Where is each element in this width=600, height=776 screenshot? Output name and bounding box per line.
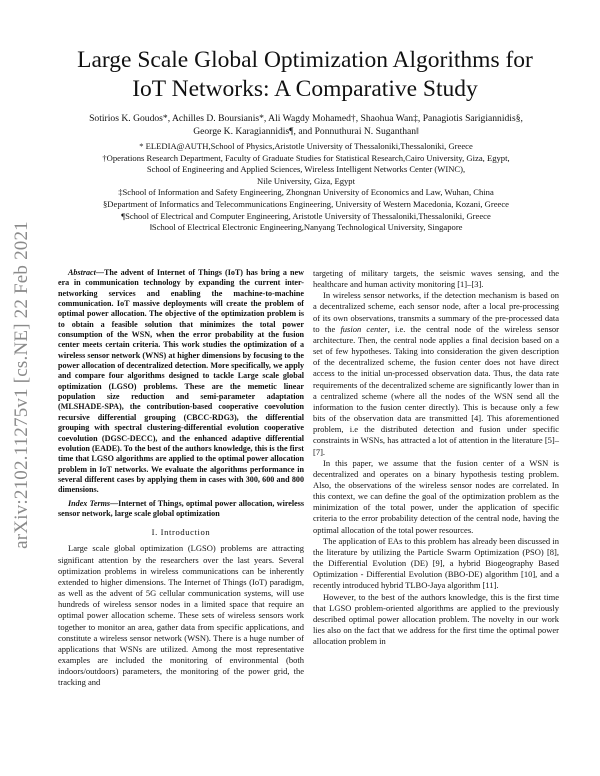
authors-line-2: George K. Karagiannidis¶, and Ponnuthurai N. Suganthan‖	[193, 125, 419, 137]
affiliation-line: ‡School of Information and Safety Engineering, Zhongnan University of Economics and Law, Wuhan, China	[118, 187, 494, 198]
affiliation-line: †Operations Research Department, Faculty of Graduate Studies for Statistical Research,Cairo University, Giza, Egypt,	[102, 152, 510, 163]
body-paragraph-continued: targeting of military targets, the seismic waves sensing, and the healthcare and human activity monitoring [1]–[3].	[313, 268, 559, 290]
affiliation-line: School of Engineering and Applied Sciences, Wireless Intelligent Networks Center (WINC),	[146, 164, 466, 175]
body-paragraph: Large scale global optimization (LGSO) problems are attracting significant attention by the researchers over the last years. Several optimization problems in wireless communications can be inherently extended to higher dimensions. The Internet of Things (IoT) paradigm, as well as the advent of 5G cellular communication systems, will use hundreds of wireless sensor nodes in a limited space that require an optimal power allocation scheme. These sets of wireless sensors work together to monitor an area, gather data from specific applications, and constitute a wireless sensor network (WSN). There is a huge number of applications that WSNs are utilized. Among the most representative examples are included the monitoring of environmental (both indoors/outdoors) parameters, the monitoring of the power grid, the tracking and	[58, 543, 304, 688]
affiliation-line: §Department of Informatics and Telecommunications Engineering, University of Western Macedonia, Kozani, Greece	[103, 198, 509, 209]
affiliation-line: * ELEDIA@AUTH,School of Physics,Aristotle University of Thessaloniki,Thessaloniki, Greece	[139, 141, 473, 151]
title-line-2: IoT Networks: A Comparative Study	[132, 76, 478, 102]
affiliation-line: Nile University, Giza, Egypt	[256, 175, 355, 186]
paragraph-text: , i.e. the central node of the wireless sensor architecture. Then, the central node applies a final decision based on a set of few hypotheses. Taking into consideration the given description of the decentralized scheme, the fusion center does not have direct access to the initial un-processed observation data. Thus, the data rate requirements of the decentralized scheme are significantly lower than in a centralized scheme (where all the nodes of the WSN send all the information to the fusion center directly). This is because only a few bits of the observation data are transmitted [4]. This aforementioned problem, i.e the distributed detection and fusion under specific constraints in WSNs, has attracted a lot of attention in the literature [5]–[7].	[313, 323, 560, 457]
index-terms-text: —Internet of Things, optimal power allocation, wireless sensor network, large scale global optimization	[58, 498, 304, 518]
arxiv-stamp	[2, 170, 42, 600]
affiliation-line: ‖School of Electrical Electronic Engineering,Nanyang Technological University, Singapore	[149, 222, 463, 233]
abstract-text: —The advent of Internet of Things (IoT) has bring a new era in communication technology by expanding the current inter-networking services and enabling the machine-to-machine communication. IoT massive deployments will create the problem of optimal power allocation. The objective of the optimization problem is to obtain a feasible solution that minimizes the total power consumption of the WSN, when the error probability at the fusion center meets certain criteria. This work studies the optimization of a wireless sensor network (WNS) at higher dimensions by focusing to the power allocation of decentralized detection. More specifically, we apply and compare four algorithms designed to tackle Large scale global optimization (LGSO) problems. These are the memetic linear population size reduction and semi-parameter adaptation (MLSHADE-SPA), the contribution-based cooperative coevolution recursive differential grouping (CBCC-RDG3), the differential grouping with spectral clustering-differential evolution cooperative coevolution (DGSC-DECC), and the enhanced adaptive differential evolution (EADE). To the best of the authors knowledge, this is the first time that LGSO algorithms are applied to the optimal power allocation problem in IoT networks. We evaluate the algorithms performance in several different cases by applying them in cases with 300, 600 and 800 dimensions.	[58, 268, 304, 495]
affiliations	[46, 141, 566, 234]
paragraph-text: In wireless sensor networks, if the detection mechanism is based on a decentralized scheme, each sensor node, after a local pre-processing of its own observations, transmits a summary of the pre-processed data to the	[313, 290, 559, 334]
author-list	[46, 113, 566, 138]
body-paragraph	[313, 290, 559, 457]
body-paragraph: In this paper, we assume that the fusion center of a WSN is decentralized and operates on a binary hypothesis testing problem. Also, the observations of the wireless sensor nodes are correlated. In this context, we can define the goal of the optimization problem as the minimization of the total power, under the application of specific criteria to the error probability detection of the central node, having the optimal allocation of the total power resources.	[313, 457, 559, 535]
arxiv-stamp-text: arXiv:2102.11275v1 [cs.NE] 22 Feb 2021	[11, 221, 32, 549]
right-column	[313, 268, 559, 647]
title-line-1: Large Scale Global Optimization Algorithms for	[77, 47, 533, 73]
index-terms	[58, 499, 304, 520]
paper-title	[50, 46, 560, 104]
authors-line-1: Sotirios K. Goudos*, Achilles D. Boursianis*, Ali Wagdy Mohamed†, Shaohua Wan‡, Panagiotis Sarigiannidis§,	[89, 113, 523, 124]
abstract	[58, 268, 304, 496]
body-paragraph: However, to the best of the authors knowledge, this is the first time that LGSO problem-oriented algorithms are applied to the previously described optimal power allocation problem. The novelty in our work lies also on the fact that we address for the first time the optimal power allocation problem in	[313, 591, 559, 647]
abstract-label: Abstract	[68, 268, 96, 277]
section-heading: I. Introduction	[151, 527, 211, 538]
body-paragraph: The application of EAs to this problem has already been discussed in the literature by utilizing the Particle Swarm Optimization (PSO) [8], the Differential Evolution (DE) [9], a hybrid Biogeography Based Optimization - Differential Evolution (BBO-DE) algorithm [10], and a recently introduced hybrid TLBO-Jaya algorithm [11].	[313, 535, 559, 591]
index-terms-label: Index Terms	[68, 498, 111, 508]
emphasized-term: fusion center	[340, 323, 388, 334]
left-column	[58, 268, 304, 688]
affiliation-line: ¶School of Electrical and Computer Engineering, Aristotle University of Thessaloniki,Thessaloniki, Greece	[121, 210, 491, 221]
